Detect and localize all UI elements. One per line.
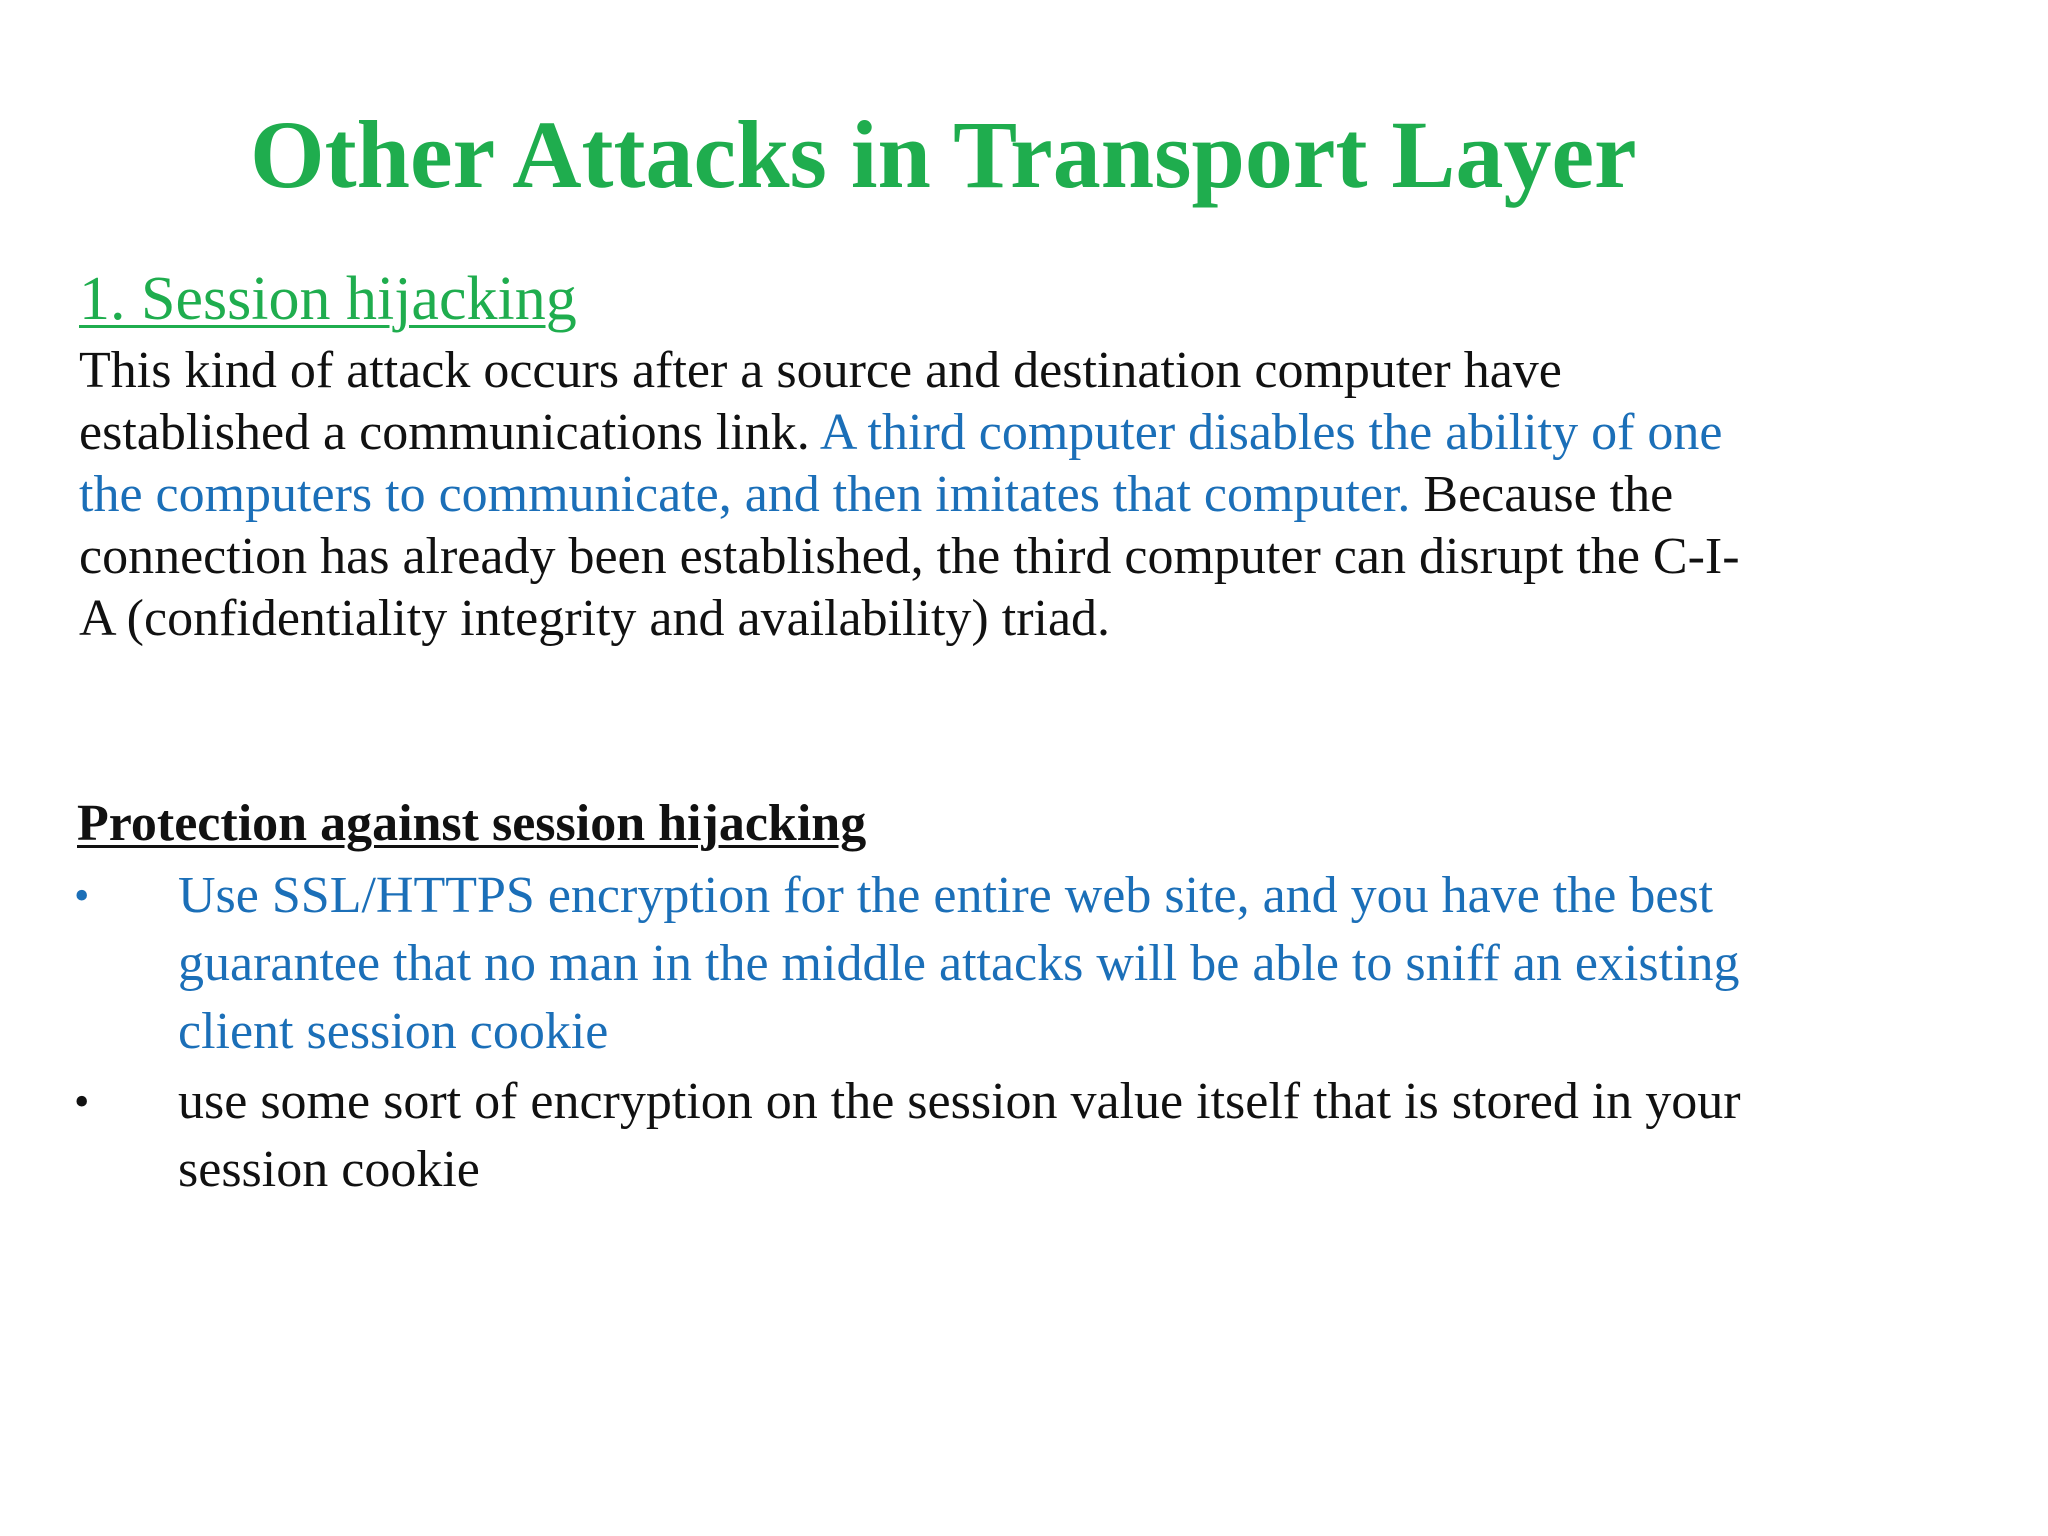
- bullet-icon: •: [74, 871, 90, 920]
- bullet-1-line-2: guarantee that no man in the middle attacks will be able to sniff an existing: [178, 935, 1740, 992]
- paragraph-line-2-text: established a communications link.: [79, 404, 820, 461]
- section-heading: 1. Session hijacking: [79, 265, 577, 333]
- list-item: [0, 1068, 2048, 1204]
- protection-heading: Protection against session hijacking: [77, 795, 867, 852]
- bullet-1-line-3: client session cookie: [178, 1003, 609, 1060]
- paragraph-line-1: This kind of attack occurs after a source and destination computer have: [79, 342, 1562, 399]
- paragraph-line-4: connection has already been established, the third computer can disrupt the C-I-: [79, 528, 1740, 585]
- paragraph-line-3-text: Because the: [1410, 466, 1674, 523]
- slide-title: Other Attacks in Transport Layer: [250, 101, 1637, 208]
- bullet-1-line-1: Use SSL/HTTPS encryption for the entire web site, and you have the best: [178, 867, 1714, 924]
- bullet-2-line-1: use some sort of encryption on the session value itself that is stored in your: [178, 1073, 1741, 1130]
- paragraph-line-2: [79, 402, 1979, 464]
- list-item: [0, 862, 2048, 1066]
- bullet-icon: •: [74, 1077, 90, 1126]
- paragraph-highlight-1: A third computer disables the ability of one: [819, 404, 1723, 461]
- paragraph-line-3: [79, 464, 1979, 526]
- bullet-2-line-2: session cookie: [178, 1141, 480, 1198]
- paragraph-line-5: A (confidentiality integrity and availability) triad.: [79, 590, 1111, 647]
- paragraph-highlight-2: the computers to communicate, and then imitates that computer.: [79, 466, 1411, 523]
- session-hijacking-paragraph: [79, 340, 1979, 650]
- protection-list: [0, 862, 2048, 1204]
